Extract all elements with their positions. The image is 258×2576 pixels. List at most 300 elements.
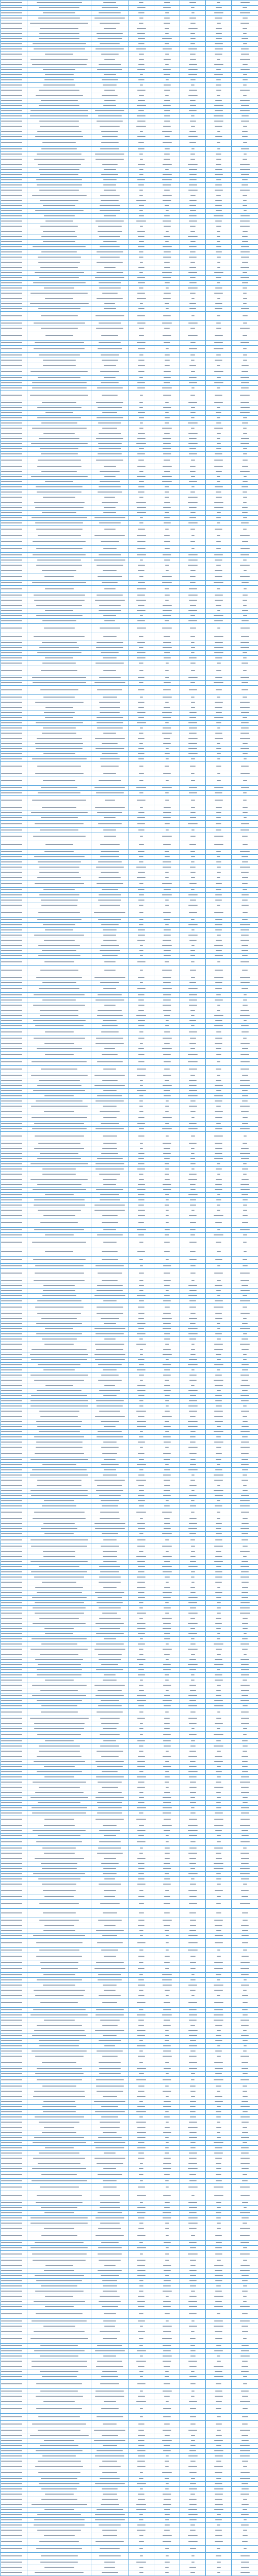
illegible-text	[163, 1328, 171, 1329]
illegible-text	[188, 1061, 198, 1062]
illegible-text	[217, 1265, 220, 1266]
cell-major	[91, 286, 128, 291]
illegible-text	[214, 554, 223, 555]
illegible-text	[1, 529, 22, 530]
illegible-text	[43, 231, 75, 232]
cell-school	[27, 281, 91, 286]
cell-major	[91, 270, 128, 276]
table-row	[1, 1109, 258, 1114]
illegible-text	[243, 1143, 247, 1144]
cell-n5	[232, 1233, 258, 1238]
cell-n3	[180, 52, 206, 57]
illegible-text	[242, 1123, 248, 1124]
cell-school	[27, 903, 91, 908]
cell-n1	[128, 1399, 154, 1404]
table-row	[1, 1024, 258, 1029]
illegible-text	[188, 935, 198, 936]
illegible-text	[39, 647, 79, 648]
illegible-text	[164, 371, 171, 372]
illegible-text	[138, 43, 144, 44]
illegible-text	[188, 823, 198, 824]
cell-n4	[206, 771, 232, 776]
cell-n5	[232, 1450, 258, 1458]
illegible-text	[188, 443, 198, 444]
table-row	[1, 1585, 258, 1590]
cell-n1	[128, 646, 154, 651]
illegible-text	[188, 136, 198, 137]
cell-n3	[180, 710, 206, 716]
cell-n4	[206, 1162, 232, 1167]
cell-n5	[232, 255, 258, 260]
table-row	[1, 546, 258, 553]
cell-major	[91, 710, 128, 716]
cell-n1	[128, 1193, 154, 1198]
illegible-text	[165, 1613, 169, 1614]
cell-n2	[154, 681, 180, 686]
table-row	[1, 1019, 258, 1024]
cell-n4	[206, 436, 232, 442]
cell-n5	[232, 828, 258, 833]
cell-n2	[154, 1458, 180, 1463]
illegible-text	[1, 476, 22, 477]
illegible-text	[1, 184, 22, 185]
cell-n3	[180, 114, 206, 119]
cell-n1	[128, 219, 154, 224]
cell-n4	[206, 1373, 232, 1378]
illegible-text	[240, 738, 250, 739]
cell-n2	[154, 1177, 180, 1182]
illegible-text	[241, 1597, 248, 1598]
cell-n5	[232, 296, 258, 301]
cell-school	[27, 400, 91, 405]
cell-code	[1, 178, 27, 183]
cell-n5	[232, 903, 258, 908]
illegible-text	[45, 412, 73, 413]
cell-school	[27, 1029, 91, 1036]
illegible-text	[165, 548, 170, 549]
illegible-text	[103, 733, 116, 734]
cell-school	[27, 1388, 91, 1394]
illegible-text	[102, 428, 117, 429]
cell-n2	[154, 731, 180, 736]
cell-n3	[180, 474, 206, 480]
illegible-text	[188, 748, 197, 749]
illegible-text	[240, 1080, 250, 1081]
illegible-text	[241, 935, 249, 936]
illegible-text	[189, 844, 196, 845]
cell-major	[91, 1532, 128, 1537]
cell-code	[1, 1488, 27, 1494]
illegible-text	[165, 1123, 169, 1124]
table-row	[1, 1228, 258, 1233]
illegible-text	[1, 492, 22, 493]
cell-major	[91, 6, 128, 11]
illegible-text	[139, 522, 143, 523]
illegible-text	[163, 727, 171, 728]
illegible-text	[45, 221, 73, 222]
cell-n3	[180, 771, 206, 776]
illegible-text	[1, 615, 22, 616]
cell-major	[91, 78, 128, 83]
cell-n2	[154, 109, 180, 114]
illegible-text	[1, 576, 22, 577]
cell-n4	[206, 1094, 232, 1099]
cell-n3	[180, 1238, 206, 1247]
table-row	[1, 1494, 258, 1499]
cell-n5	[232, 1, 258, 6]
cell-n5	[232, 1494, 258, 1499]
cell-n4	[206, 1468, 232, 1473]
cell-major	[91, 786, 128, 791]
illegible-text	[139, 205, 144, 206]
illegible-text	[241, 1338, 248, 1340]
illegible-text	[1, 1069, 22, 1070]
cell-n5	[232, 1611, 258, 1616]
cell-school	[27, 888, 91, 893]
illegible-text	[35, 1273, 84, 1274]
cell-n4	[206, 204, 232, 209]
illegible-text	[102, 1215, 118, 1216]
cell-major	[91, 83, 128, 88]
illegible-text	[214, 836, 223, 837]
cell-n3	[180, 1114, 206, 1122]
illegible-text	[94, 1075, 125, 1076]
illegible-text	[96, 1307, 123, 1308]
cell-school	[27, 1596, 91, 1601]
cell-code	[1, 661, 27, 666]
illegible-text	[164, 560, 170, 561]
illegible-text	[100, 1571, 119, 1572]
illegible-text	[1, 1153, 22, 1154]
illegible-text	[138, 1453, 144, 1454]
illegible-text	[163, 610, 172, 611]
cell-major	[91, 651, 128, 656]
cell-n5	[232, 1198, 258, 1203]
cell-n4	[206, 855, 232, 860]
cell-code	[1, 124, 27, 129]
cell-n3	[180, 762, 206, 771]
illegible-text	[189, 246, 197, 247]
cell-n5	[232, 1109, 258, 1114]
table-row	[1, 1606, 258, 1611]
cell-n5	[232, 358, 258, 363]
cell-n1	[128, 526, 154, 533]
illegible-text	[243, 7, 247, 8]
illegible-text	[1, 303, 22, 304]
cell-school	[27, 796, 91, 805]
cell-major	[91, 119, 128, 124]
illegible-text	[1, 620, 22, 621]
table-row	[1, 791, 258, 796]
cell-code	[1, 62, 27, 67]
illegible-text	[240, 940, 249, 941]
illegible-text	[103, 105, 116, 106]
illegible-text	[94, 1523, 125, 1524]
cell-n3	[180, 1373, 206, 1378]
cell-n4	[206, 943, 232, 948]
cell-n2	[154, 152, 180, 157]
cell-n2	[154, 1073, 180, 1078]
illegible-text	[1, 105, 22, 106]
illegible-text	[139, 1551, 143, 1552]
cell-n5	[232, 1445, 258, 1450]
illegible-text	[96, 717, 123, 718]
illegible-text	[1, 707, 22, 708]
cell-n5	[232, 376, 258, 381]
cell-major	[91, 1430, 128, 1435]
illegible-text	[139, 174, 143, 175]
illegible-text	[215, 1577, 222, 1578]
illegible-text	[214, 272, 223, 273]
illegible-text	[215, 707, 222, 708]
illegible-text	[242, 836, 248, 837]
illegible-text	[103, 670, 116, 671]
cell-major	[91, 26, 128, 31]
illegible-text	[140, 1447, 143, 1448]
illegible-text	[95, 1359, 125, 1360]
cell-n2	[154, 928, 180, 933]
illegible-text	[95, 1592, 124, 1593]
illegible-text	[139, 169, 143, 170]
illegible-text	[215, 1128, 222, 1129]
cell-school	[27, 805, 91, 810]
illegible-text	[215, 733, 222, 734]
illegible-text	[190, 195, 196, 196]
cell-major	[91, 134, 128, 140]
cell-n5	[232, 651, 258, 656]
illegible-text	[217, 697, 220, 698]
table-row	[1, 353, 258, 358]
illegible-text	[1, 1242, 22, 1243]
illegible-text	[138, 1318, 144, 1319]
illegible-text	[240, 1128, 250, 1129]
illegible-text	[216, 1551, 221, 1552]
illegible-text	[164, 433, 170, 434]
illegible-text	[189, 1307, 196, 1308]
cell-n4	[206, 1616, 232, 1621]
illegible-text	[140, 1043, 143, 1044]
cell-n4	[206, 716, 232, 721]
cell-major	[91, 948, 128, 954]
illegible-text	[165, 1174, 169, 1175]
cell-n1	[128, 791, 154, 796]
cell-code	[1, 1198, 27, 1203]
cell-n2	[154, 358, 180, 363]
illegible-text	[138, 308, 144, 309]
cell-school	[27, 1409, 91, 1414]
illegible-text	[1, 894, 22, 895]
cell-n4	[206, 1521, 232, 1527]
illegible-text	[1, 365, 22, 366]
illegible-text	[243, 670, 247, 671]
cell-n3	[180, 1585, 206, 1590]
cell-n2	[154, 593, 180, 598]
cell-n4	[206, 1198, 232, 1203]
illegible-text	[30, 1400, 88, 1401]
illegible-text	[31, 812, 88, 813]
illegible-text	[214, 717, 223, 718]
illegible-text	[216, 722, 221, 723]
illegible-text	[191, 1136, 195, 1137]
table-row	[1, 511, 258, 516]
illegible-text	[139, 407, 143, 408]
illegible-text	[243, 79, 248, 80]
cell-n4	[206, 700, 232, 705]
illegible-text	[103, 1090, 117, 1091]
illegible-text	[215, 54, 222, 55]
cell-n4	[206, 1283, 232, 1289]
table-row	[1, 1172, 258, 1177]
cell-major	[91, 1580, 128, 1585]
cell-n4	[206, 1368, 232, 1373]
cell-code	[1, 511, 27, 516]
cell-major	[91, 741, 128, 747]
illegible-text	[241, 905, 249, 906]
illegible-text	[36, 1447, 83, 1448]
cell-n5	[232, 1399, 258, 1404]
illegible-text	[140, 1148, 143, 1149]
illegible-text	[95, 1528, 125, 1529]
illegible-text	[105, 800, 115, 801]
cell-n3	[180, 558, 206, 563]
cell-code	[1, 134, 27, 140]
illegible-text	[100, 195, 120, 196]
illegible-text	[1, 377, 22, 378]
illegible-text	[165, 422, 169, 423]
illegible-text	[137, 535, 146, 536]
illegible-text	[191, 642, 195, 643]
cell-n3	[180, 1483, 206, 1488]
illegible-text	[165, 1205, 169, 1206]
illegible-text	[191, 829, 195, 831]
illegible-text	[99, 605, 121, 606]
cell-n2	[154, 1327, 180, 1332]
illegible-text	[217, 1005, 220, 1006]
cell-n2	[154, 736, 180, 741]
cell-n3	[180, 1626, 206, 1632]
cell-major	[91, 1527, 128, 1532]
cell-n1	[128, 511, 154, 516]
cell-n3	[180, 1089, 206, 1094]
cell-n5	[232, 1352, 258, 1358]
cell-code	[1, 321, 27, 326]
cell-major	[91, 1114, 128, 1122]
cell-n1	[128, 1046, 154, 1052]
cell-n2	[154, 954, 180, 959]
cell-n5	[232, 16, 258, 21]
illegible-text	[1, 1546, 22, 1547]
cell-school	[27, 959, 91, 966]
illegible-text	[240, 402, 249, 403]
illegible-text	[35, 507, 84, 508]
cell-code	[1, 214, 27, 219]
illegible-text	[139, 1273, 144, 1274]
illegible-text	[162, 1566, 172, 1567]
illegible-text	[99, 12, 121, 13]
table-row	[1, 219, 258, 224]
cell-n5	[232, 1013, 258, 1019]
cell-school	[27, 1114, 91, 1122]
illegible-text	[1, 1587, 22, 1588]
cell-n1	[128, 1388, 154, 1394]
cell-major	[91, 1019, 128, 1024]
illegible-text	[240, 1328, 250, 1329]
illegible-text	[190, 1539, 195, 1540]
cell-n3	[180, 573, 206, 581]
illegible-text	[189, 689, 197, 690]
illegible-text	[137, 382, 145, 383]
cell-n4	[206, 791, 232, 796]
illegible-text	[30, 1539, 88, 1540]
cell-n4	[206, 346, 232, 353]
cell-major	[91, 358, 128, 363]
cell-school	[27, 260, 91, 265]
illegible-text	[164, 1095, 171, 1096]
cell-n5	[232, 776, 258, 786]
cell-n5	[232, 721, 258, 726]
illegible-text	[1, 610, 22, 611]
cell-n4	[206, 421, 232, 426]
cell-n2	[154, 1238, 180, 1247]
cell-n3	[180, 828, 206, 833]
illegible-text	[240, 1313, 250, 1314]
illegible-text	[1, 1411, 22, 1412]
cell-major	[91, 752, 128, 757]
illegible-text	[43, 1369, 75, 1370]
illegible-text	[103, 1020, 117, 1021]
cell-n3	[180, 255, 206, 260]
cell-n2	[154, 1601, 180, 1606]
illegible-text	[33, 1189, 86, 1190]
illegible-text	[190, 354, 195, 355]
illegible-text	[214, 348, 223, 349]
cell-major	[91, 1278, 128, 1283]
cell-n3	[180, 833, 206, 840]
cell-code	[1, 426, 27, 431]
cell-n4	[206, 400, 232, 405]
illegible-text	[241, 722, 249, 723]
illegible-text	[45, 74, 74, 75]
illegible-text	[217, 780, 221, 781]
illegible-text	[45, 610, 73, 611]
cell-school	[27, 1046, 91, 1052]
cell-n4	[206, 411, 232, 416]
illegible-text	[188, 236, 198, 237]
cell-n3	[180, 880, 206, 888]
illegible-text	[191, 1577, 195, 1578]
cell-n2	[154, 1445, 180, 1450]
table-row	[1, 1, 258, 6]
cell-n3	[180, 741, 206, 747]
cell-n4	[206, 62, 232, 67]
cell-school	[27, 426, 91, 431]
cell-school	[27, 47, 91, 52]
illegible-text	[138, 900, 144, 901]
table-row	[1, 37, 258, 42]
illegible-text	[190, 23, 196, 24]
cell-n2	[154, 469, 180, 474]
cell-n3	[180, 245, 206, 250]
illegible-text	[163, 407, 171, 408]
cell-code	[1, 480, 27, 485]
cell-school	[27, 581, 91, 586]
cell-code	[1, 1570, 27, 1575]
illegible-text	[162, 1512, 172, 1513]
table-row	[1, 1368, 258, 1373]
illegible-text	[163, 642, 171, 643]
cell-n1	[128, 209, 154, 214]
illegible-text	[188, 1597, 198, 1598]
